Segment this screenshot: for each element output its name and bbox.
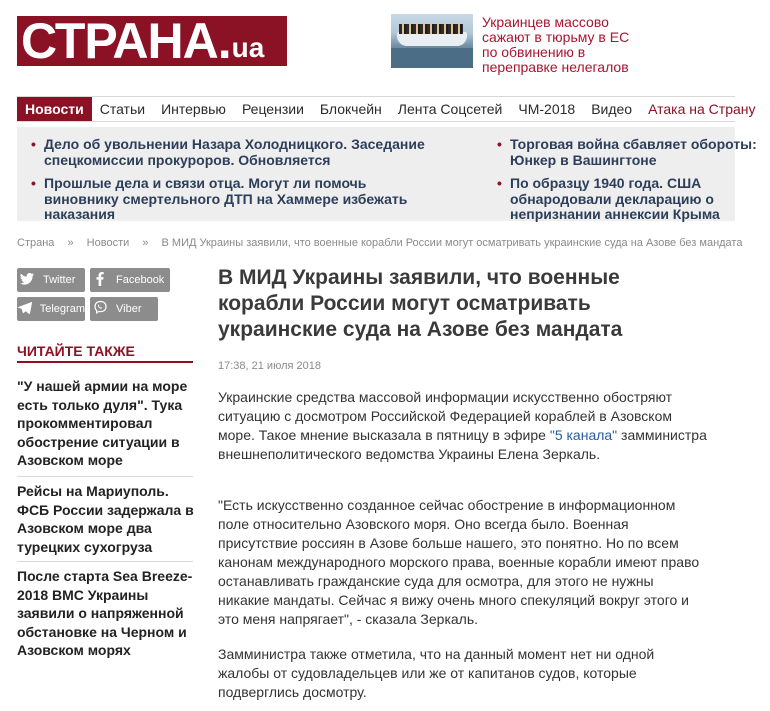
bullet-icon: • bbox=[497, 175, 502, 191]
article-text: замминистра внешнеполитического ведомства Украины Елена Зеркаль. bbox=[218, 427, 707, 462]
promo-image-crowd bbox=[399, 24, 463, 34]
promo-image-boat bbox=[397, 32, 467, 46]
facebook-label: Facebook bbox=[116, 274, 165, 286]
twitter-label: Twitter bbox=[43, 274, 76, 286]
bullet-icon: • bbox=[497, 136, 502, 152]
read-also-divider bbox=[17, 561, 193, 562]
top-news-text: Прошлые дела и связи отца. Могут ли помочь виновнику смертельного ДТП на Хаммере избежать наказания bbox=[44, 175, 408, 222]
breadcrumb-home[interactable]: Страна bbox=[17, 237, 55, 249]
top-news-item[interactable] bbox=[31, 136, 444, 168]
bullet-icon: • bbox=[31, 175, 36, 191]
logo-ua-text: ua bbox=[231, 32, 265, 63]
nav-item-interviews[interactable]: Интервью bbox=[161, 101, 226, 117]
article-timestamp: 17:38, 21 июля 2018 bbox=[218, 360, 321, 372]
telegram-icon bbox=[17, 302, 34, 317]
nav-item-social-feed[interactable]: Лента Соцсетей bbox=[397, 101, 503, 117]
top-news-text: По образцу 1940 года. США обнародовали декларацию о непризнании аннексии Крыма bbox=[510, 175, 720, 222]
viber-share-button[interactable] bbox=[90, 297, 158, 321]
facebook-share-button[interactable] bbox=[90, 268, 170, 292]
nav-item-news[interactable]: Новости bbox=[17, 97, 92, 121]
telegram-label: Telegram bbox=[39, 303, 85, 315]
viber-icon bbox=[90, 301, 110, 317]
viber-label: Viber bbox=[116, 303, 142, 315]
nav-item-reviews[interactable]: Рецензии bbox=[241, 101, 304, 117]
top-news-item[interactable] bbox=[31, 175, 444, 223]
top-news-box bbox=[17, 127, 757, 222]
main-nav bbox=[17, 96, 756, 122]
logo-dot: . bbox=[217, 13, 232, 69]
logo-main-text: СТРАНА bbox=[21, 13, 218, 69]
read-also-item[interactable]: "У нашей армии на море есть только дуля". Тука прокомментировал обострение ситуации в Азовском море bbox=[17, 378, 188, 468]
article-quote: "Есть искусственно созданное сейчас обострение в информационном поле относительно Азовского моря. Оно всегда было. Военная присутствие россиян в Азове больше нашего, это понятно. Но по всем канонам международного морского права, военные корабли имеют право останавливать гражданские суда для осмотра, для этого не нужны никакие мандаты. Сейчас я вижу очень много спекуляций вокруг этого и это меня напрягает", - сказала Зеркаль. bbox=[218, 497, 700, 627]
breadcrumb-current: В МИД Украины заявили, что военные корабли России могут осматривать украинские суда на Азове без мандата bbox=[161, 237, 743, 249]
nav-item-articles[interactable]: Статьи bbox=[99, 101, 146, 117]
article-paragraph bbox=[218, 388, 708, 464]
channel-link[interactable]: "5 канала" bbox=[549, 427, 618, 443]
nav-item-blockchain[interactable]: Блокчейн bbox=[319, 101, 382, 117]
breadcrumb-section[interactable]: Новости bbox=[86, 237, 130, 249]
breadcrumb-separator: » bbox=[67, 237, 74, 249]
breadcrumb-separator: » bbox=[142, 237, 149, 249]
nav-item-worldcup[interactable]: ЧМ-2018 bbox=[518, 101, 576, 117]
telegram-share-button[interactable] bbox=[17, 297, 85, 321]
promo-image-sea bbox=[391, 48, 473, 68]
top-news-item[interactable] bbox=[497, 175, 770, 223]
top-news-item[interactable] bbox=[497, 136, 770, 168]
nav-item-video[interactable]: Видео bbox=[591, 101, 633, 117]
breadcrumb bbox=[17, 237, 752, 249]
twitter-icon bbox=[17, 273, 37, 288]
article-paragraph: Замминистра также отметила, что на данный момент нет ни одной жалобы от судовладельцев или же от капитанов судов, которые подверглись досмотру. bbox=[218, 646, 655, 700]
bullet-icon: • bbox=[31, 136, 36, 152]
promo-image[interactable] bbox=[391, 14, 473, 68]
top-news-text: Торговая война сбавляет обороты: Юнкер в Вашингтоне bbox=[510, 136, 757, 168]
article-text: Украинские средства массовой информации искусственно обостряют ситуацию с досмотром Российской Федерацией кораблей в Азовском море. Такое мнение высказала в пятницу в эфире bbox=[218, 389, 673, 443]
read-also-item[interactable]: После старта Sea Breeze-2018 ВМС Украины заявили о напряженной обстановке на Черном и Азовском морях bbox=[17, 568, 193, 658]
read-also-divider bbox=[17, 476, 193, 477]
nav-item-attack[interactable]: Атака на Страну bbox=[648, 101, 756, 117]
site-logo[interactable] bbox=[17, 13, 287, 69]
read-also-item[interactable]: Рейсы на Мариуполь. ФСБ России задержала в Азовском море два турецких сухогруза bbox=[17, 483, 194, 555]
read-also-title: ЧИТАЙТЕ ТАКЖЕ bbox=[17, 343, 193, 363]
top-news-text: Дело об увольнении Назара Холодницкого. Заседание спецкомиссии прокуроров. Обновляется bbox=[44, 136, 425, 168]
promo-link[interactable]: Украинцев массово сажают в тюрьму в ЕС по обвинению в переправке нелегалов bbox=[482, 14, 630, 75]
facebook-icon bbox=[90, 272, 110, 289]
article-title: В МИД Украины заявили, что военные корабли России могут осматривать украинские суда на Азове без мандата bbox=[218, 266, 623, 341]
twitter-share-button[interactable] bbox=[17, 268, 85, 292]
